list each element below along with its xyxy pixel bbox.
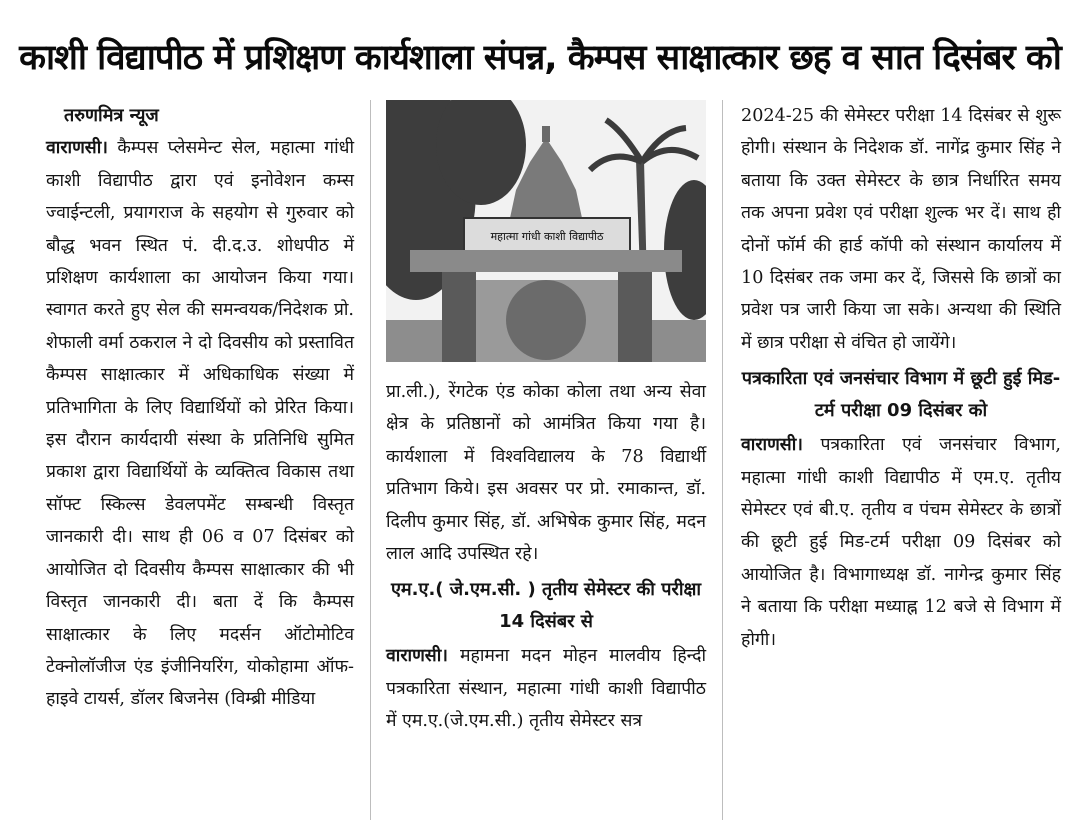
article-1-continuation: प्रा.ली.), रेंगटेक एंड कोका कोला तथा अन्य सेवा क्षेत्र के प्रतिष्ठानों को आमंत्रित किया गया है। कार्यशाला में विश्वविद्यालय के 78 विद्यार्थी प्रतिभाग किये। इस अवसर पर प्रो. रमाकान्त, डॉ. दिलीप कुमार सिंह, डॉ. अभिषेक कुमार सिंह, मदन लाल आदि उपस्थित रहे। xyxy=(386,382,706,565)
article-1-body: कैम्पस प्लेसमेन्ट सेल, महात्मा गांधी काशी विद्यापीठ द्वारा एवं इनोवेशन कम्स ज्वाईन्टली, प्रयागराज के सहयोग से गुरुवार को बौद्ध भवन स्थित पं. दी.द.उ. शोधपीठ में प्रशिक्षण कार्यशाला का आयोजन किया गया। स्वागत करते हुए सेल की समन्वयक/निदेशक प्रो. शेफाली वर्मा ठकराल ने दो दिवसीय को प्रस्तावित कैम्पस साक्षात्कार में अधिकाधिक संख्या में प्रतिभागिता के लिए विद्यार्थियों को प्रेरित किया। इस दौरान कार्यदायी संस्था के प्रतिनिधि सुमित प्रकाश द्वारा विद्यार्थियों के व्यक्तित्व विकास तथा सॉफ्ट स्किल्स डेवलपमेंट सम्बन्धी विस्तृत जानकारी दी। साथ ही 06 व 07 दिसंबर को आयोजित दो दिवसीय कैम्पस साक्षात्कार की भी विस्तृत जानकारी दी। बता दें कि कैम्पस साक्षात्कार के लिए मदर्सन ऑटोमोटिव टेक्नोलॉजीज एंड इंजीनियरिंग, योकोहामा ऑफ-हाइवे टायर्स, डॉलर बिजनेस (विम्ब्री मीडिया xyxy=(46,138,354,710)
article-2-heading: एम.ए.( जे.एम.सी. ) तृतीय सेमेस्टर की परीक्षा 14 दिसंबर से xyxy=(390,579,702,633)
article-3-column xyxy=(741,100,1061,656)
dome-finial xyxy=(542,126,550,142)
gate-beam xyxy=(410,250,682,272)
gate-wall-right xyxy=(652,320,706,362)
article-3-paragraph xyxy=(741,429,1061,656)
column-divider xyxy=(370,100,371,820)
headline: काशी विद्यापीठ में प्रशिक्षण कार्यशाला संपन्न, कैम्पस साक्षात्कार छह व सात दिसंबर को xyxy=(19,38,1061,78)
dateline: वाराणसी। xyxy=(46,138,108,159)
byline: तरुणमित्र न्यूज xyxy=(64,105,159,126)
article-3-body: पत्रकारिता एवं जनसंचार विभाग, महात्मा गांधी काशी विद्यापीठ में एम.ए. तृतीय सेमेस्टर एवं बी.ए. तृतीय व पंचम सेमेस्टर के छात्रों की छूटी हुई मिड-टर्म परीक्षा 09 दिसंबर को आयोजित है। विभागाध्यक्ष डॉ. नागेन्द्र कुमार सिंह ने बताया कि परीक्षा मध्याह्न 12 बजे से विभाग में होगी। xyxy=(741,435,1061,650)
gate-wall xyxy=(386,320,442,362)
article-1-paragraph xyxy=(46,132,354,715)
article-2-body: महामना मदन मोहन मालवीय हिन्दी पत्रकारिता संस्थान, महात्मा गांधी काशी विद्यापीठ में एम.ए.(जे.एम.सी.) तृतीय सेमेस्टर सत्र xyxy=(386,646,706,732)
article-2-column xyxy=(386,376,706,738)
dateline: वाराणसी। xyxy=(741,435,803,456)
gate-pillar-left xyxy=(442,272,476,362)
gate-photo-illustration xyxy=(386,100,706,362)
gate-pillar-right xyxy=(618,272,652,362)
dateline: वाराणसी। xyxy=(386,646,448,667)
column-divider xyxy=(722,100,723,820)
inner-tree xyxy=(506,280,586,360)
article-2-paragraph xyxy=(386,640,706,737)
article-3-heading: पत्रकारिता एवं जनसंचार विभाग में छूटी हुई मिड-टर्म परीक्षा 09 दिसंबर को xyxy=(741,368,1061,422)
news-photo xyxy=(386,100,706,362)
article-1-column xyxy=(46,100,354,716)
gate-sign-hindi: महात्मा गांधी काशी विद्यापीठ xyxy=(490,230,604,243)
article-2-continuation: 2024-25 की सेमेस्टर परीक्षा 14 दिसंबर से शुरू होगी। संस्थान के निदेशक डॉ. नागेंद्र कुमार सिंह ने बताया कि उक्त सेमेस्टर के छात्र निर्धारित समय तक अपना प्रवेश एवं परीक्षा शुल्क भर दें। साथ ही दोनों फॉर्म की हार्ड कॉपी को संस्थान कार्यालय में 10 दिसंबर तक जमा कर दें, जिससे कि छात्रों का प्रवेश पत्र जारी किया जा सके। अन्यथा की स्थिति में छात्र परीक्षा से वंचित हो जायेंगे। xyxy=(741,106,1061,353)
